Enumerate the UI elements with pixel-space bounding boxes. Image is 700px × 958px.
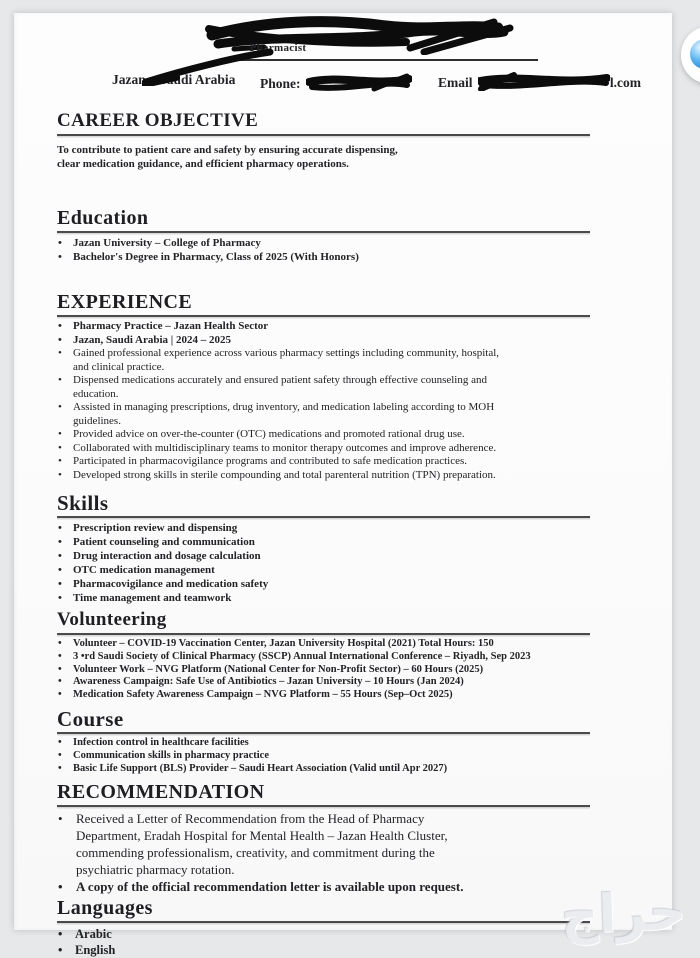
- section-rule: [57, 805, 590, 807]
- recommendation-list: [57, 810, 590, 895]
- list-item: • English: [57, 942, 590, 958]
- list-item: • Infection control in healthcare facilities: [57, 737, 590, 750]
- section-rule: [57, 315, 590, 317]
- header-divider: [220, 59, 538, 61]
- list-item: • Time management and teamwork: [57, 591, 590, 605]
- phone-label: Phone:: [260, 76, 301, 91]
- chat-bubble-icon[interactable]: [681, 26, 700, 84]
- resume-body: [57, 110, 590, 958]
- list-item: • OTC medication management: [57, 563, 590, 577]
- list-item: • 3 •rd Saudi Society of Clinical Pharmacy (SSCP) Annual International Conference – Riyadh, Sep 2023: [57, 651, 590, 664]
- section-heading: Skills: [57, 491, 109, 515]
- list-item: • Arabic: [57, 926, 590, 942]
- list-item: • Volunteer Work – NVG Platform (National Center for Non-Profit Sector) – 60 Hours (2025): [57, 664, 590, 677]
- section-rule: [57, 633, 590, 635]
- job-title: Pharmacist: [249, 42, 307, 54]
- section-heading: CAREER OBJECTIVE: [57, 110, 259, 131]
- list-item: • Developed strong skills in sterile compounding and total parenteral nutrition (TPN) preparation.: [57, 469, 515, 483]
- section-rule: [57, 732, 590, 734]
- list-item: • Participated in pharmacovigilance programs and contributed to safe medication practices.: [57, 455, 515, 469]
- chat-bubble-inner-icon: [690, 39, 700, 69]
- list-item: • Drug interaction and dosage calculation: [57, 549, 590, 563]
- haraj-watermark: حراج: [559, 881, 688, 947]
- contact-location: [112, 72, 235, 88]
- section-course: [57, 708, 590, 775]
- objective-text: To contribute to patient care and safety by ensuring accurate dispensing, clear medication guidance, and efficient pharmacy operations.: [57, 144, 398, 170]
- section-volunteering: [57, 609, 590, 702]
- section-experience: [57, 291, 590, 482]
- email-redaction-scribble: [478, 72, 610, 91]
- list-item: • A copy of the official recommendation letter is available upon request.: [57, 878, 590, 895]
- section-heading: RECOMMENDATION: [57, 781, 265, 804]
- list-item: • Communication skills in pharmacy practice: [57, 750, 590, 763]
- section-rule: [57, 516, 590, 518]
- list-item: • Basic Life Support (BLS) Provider – Saudi Heart Association (Valid until Apr 2027): [57, 763, 590, 776]
- list-item: • Assisted in managing prescriptions, drug inventory, and medication labeling according to MOH guidelines.: [57, 401, 515, 428]
- resume-header: [14, 13, 672, 110]
- languages-list: [57, 926, 590, 958]
- skills-list: [57, 521, 590, 605]
- section-heading: Languages: [57, 897, 153, 920]
- experience-list: [57, 320, 590, 482]
- section-languages: [57, 897, 590, 958]
- contact-row: [14, 66, 672, 92]
- list-item: • Gained professional experience across various pharmacy settings including community, hospital, and clinical practice.: [57, 347, 515, 374]
- list-item: • Jazan University – College of Pharmacy: [57, 236, 590, 250]
- section-heading: EXPERIENCE: [57, 291, 193, 313]
- resume-page: [14, 13, 688, 958]
- email-suffix: l.com: [609, 75, 642, 90]
- list-item: • Pharmacovigilance and medication safety: [57, 577, 590, 591]
- course-list: [57, 737, 590, 775]
- section-recommendation: [57, 781, 590, 895]
- section-rule: [57, 921, 590, 923]
- section-heading: Course: [57, 706, 124, 731]
- list-item: • Provided advice on over-the-counter (OTC) medications and promoted rational drug use.: [57, 428, 515, 442]
- email-label: Email: [438, 75, 473, 90]
- list-item: • Volunteer – COVID-19 Vaccination Center, Jazan University Hospital (2021) Total Hours: 150: [57, 638, 590, 651]
- section-heading: Education: [57, 207, 149, 229]
- list-item: • Jazan, Saudi Arabia | 2024 – 2025: [57, 334, 515, 348]
- education-list: [57, 236, 590, 264]
- contact-email: [438, 72, 641, 91]
- list-item: • Collaborated with multidisciplinary teams to monitor therapy outcomes and improve adherence.: [57, 442, 515, 456]
- list-item: • Medication Safety Awareness Campaign – NVG Platform – 55 Hours (Sep–Oct 2025): [57, 689, 590, 702]
- section-heading: Volunteering: [57, 609, 167, 630]
- list-item: • Received a Letter of Recommendation from the Head of Pharmacy Department, Eradah Hospital for Mental Health – Jazan Health Cluster, commending professionalism, creativity, and commitment during the psychiatric pharmacy rotation.: [57, 810, 461, 878]
- section-rule: [57, 134, 590, 136]
- volunteering-list: [57, 638, 590, 702]
- list-item: • Awareness Campaign: Safe Use of Antibiotics – Jazan University – 10 Hours (Jan 2024): [57, 676, 590, 689]
- section-career-objective: [57, 110, 590, 171]
- phone-redaction-scribble: [306, 72, 412, 92]
- list-item: • Bachelor's Degree in Pharmacy, Class of 2025 (With Honors): [57, 250, 590, 264]
- section-skills: [57, 492, 590, 605]
- list-item: • Dispensed medications accurately and ensured patient safety through effective counseling and education.: [57, 374, 515, 401]
- section-education: [57, 207, 590, 264]
- list-item: • Prescription review and dispensing: [57, 521, 590, 535]
- location-text: Jazan – Saudi Arabia: [112, 72, 236, 87]
- list-item: • Patient counseling and communication: [57, 535, 590, 549]
- list-item: • Pharmacy Practice – Jazan Health Sector: [57, 320, 515, 334]
- section-rule: [57, 231, 590, 233]
- contact-phone: [260, 72, 412, 92]
